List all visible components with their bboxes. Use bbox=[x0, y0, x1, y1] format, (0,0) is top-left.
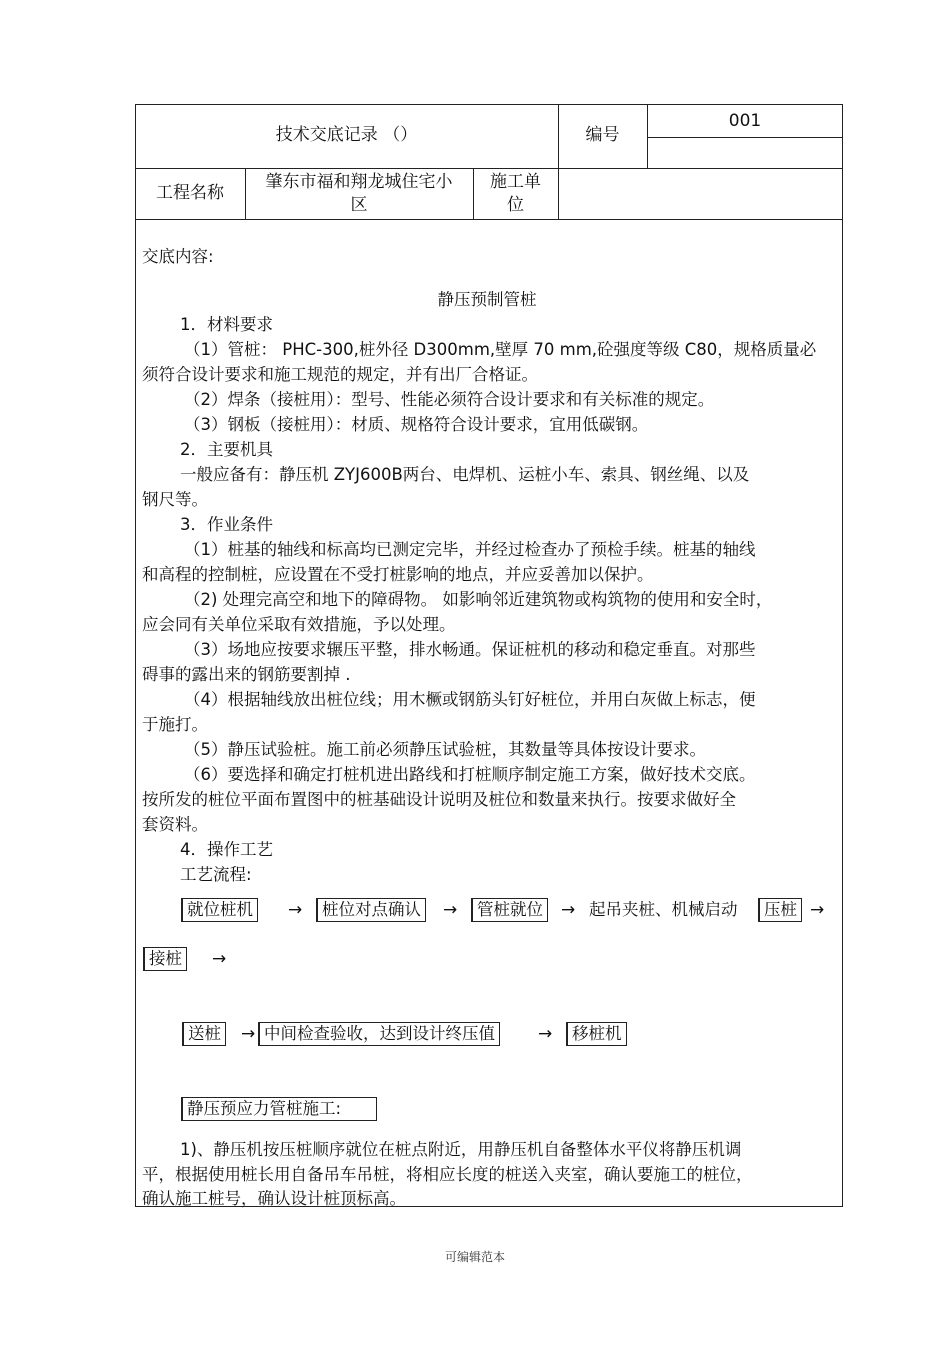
para-6a: （2) 处理完高空和地下的障碍物。 如影响邻近建筑物或构筑物的使用和安全时， bbox=[184, 590, 773, 609]
para-1b: 须符合设计要求和施工规范的规定，并有出厂合格证。 bbox=[142, 365, 538, 384]
number-label: 编号 bbox=[585, 125, 620, 145]
flow-arrow: → bbox=[538, 1024, 553, 1044]
record-title: 技术交底记录 （） bbox=[275, 125, 418, 145]
footer-note: 可编辑范本 bbox=[444, 1250, 505, 1264]
grid-line bbox=[558, 104, 559, 219]
para-10b: 按所发的桩位平面布置图中的桩基础设计说明及桩位和数量来执行。按要求做好全 bbox=[142, 790, 736, 809]
para-2: （2）焊条（接桩用）：型号、性能必须符合设计要求和有关标准的规定。 bbox=[184, 390, 715, 409]
section-4: 4．操作工艺 bbox=[180, 840, 273, 859]
para-4b: 钢尺等。 bbox=[142, 490, 208, 509]
flow-arrow: → bbox=[443, 900, 458, 920]
flow-arrow: → bbox=[810, 900, 825, 920]
flow-arrow: → bbox=[212, 949, 227, 969]
para-11c: 确认施工桩号，确认设计桩顶标高。 bbox=[142, 1189, 406, 1208]
para-7b: 碍事的露出来的钢筋要割掉 . bbox=[142, 665, 351, 684]
section-3: 3．作业条件 bbox=[180, 515, 273, 534]
project-value-1: 肇东市福和翔龙城住宅小 bbox=[265, 172, 453, 192]
para-11a: 1)、静压机按压桩顺序就位在桩点附近，用静压机自备整体水平仪将静压机调 bbox=[180, 1140, 742, 1159]
para-4a: 一般应备有：静压机 ZYJ600B两台、电焊机、运桩小车、索具、钢丝绳、以及 bbox=[180, 465, 750, 484]
flow-arrow: → bbox=[288, 900, 303, 920]
para-10a: （6）要选择和确定打桩机进出路线和打桩顺序制定施工方案，做好技术交底。 bbox=[184, 765, 756, 784]
flow-step-splice-pile: 接桩 bbox=[143, 947, 187, 971]
grid-line bbox=[647, 137, 843, 138]
flow-step-lift: 起吊夹桩、机械启动 bbox=[589, 900, 738, 919]
para-9: （5）静压试验桩。施工前必须静压试验桩，其数量等具体按设计要求。 bbox=[184, 740, 706, 759]
flow-step-inspection: 中间检查验收，达到设计终压值 bbox=[258, 1022, 500, 1046]
grid-line bbox=[135, 219, 843, 220]
flow-label: 工艺流程: bbox=[180, 865, 252, 884]
intro: 交底内容: bbox=[142, 247, 214, 266]
para-8b: 于施打。 bbox=[142, 715, 208, 734]
para-11b: 平，根据使用桩长用自备吊车吊桩，将相应长度的桩送入夹室，确认要施工的桩位， bbox=[142, 1165, 753, 1184]
flow-arrow: → bbox=[241, 1024, 256, 1044]
para-10c: 套资料。 bbox=[142, 815, 208, 834]
flow-step-position-machine: 就位桩机 bbox=[181, 898, 258, 922]
para-8a: （4）根据轴线放出桩位线；用木橛或钢筋头钉好桩位，并用白灰做上标志，便 bbox=[184, 690, 756, 709]
section-2: 2．主要机具 bbox=[180, 440, 273, 459]
flow-step-move-machine: 移桩机 bbox=[566, 1022, 627, 1046]
project-value-2: 区 bbox=[350, 195, 368, 215]
flow-arrow: → bbox=[561, 900, 576, 920]
unit-label-2: 位 bbox=[507, 195, 524, 215]
para-1a: （1）管桩： PHC-300,桩外径 D300mm,壁厚 70 mm,砼强度等级 C80，规格质量必 bbox=[184, 340, 817, 359]
sub-title-box: 静压预应力管桩施工: bbox=[181, 1097, 377, 1121]
flow-step-pile-position: 管桩就位 bbox=[471, 898, 548, 922]
project-label: 工程名称 bbox=[156, 183, 224, 203]
para-5b: 和高程的控制桩，应设置在不受打桩影响的地点，并应妥善加以保护。 bbox=[142, 565, 654, 584]
para-7a: （3）场地应按要求辗压平整，排水畅通。保证桩机的移动和稳定垂直。对那些 bbox=[184, 640, 756, 659]
flow-step-confirm-point: 桩位对点确认 bbox=[316, 898, 426, 922]
section-1: 1．材料要求 bbox=[180, 315, 273, 334]
para-5a: （1）桩基的轴线和标高均已测定完毕，并经过检查办了预检手续。桩基的轴线 bbox=[184, 540, 756, 559]
grid-line bbox=[135, 168, 843, 169]
unit-label-1: 施工单 bbox=[490, 172, 541, 192]
flow-step-send-pile: 送桩 bbox=[182, 1022, 226, 1046]
section-title: 静压预制管桩 bbox=[437, 290, 537, 309]
para-6b: 应会同有关单位采取有效措施，予以处理。 bbox=[142, 615, 456, 634]
para-3: （3）钢板（接桩用）：材质、规格符合设计要求，宜用低碳钢。 bbox=[184, 415, 649, 434]
flow-step-press-pile: 压桩 bbox=[758, 898, 802, 922]
number-value: 001 bbox=[728, 111, 762, 131]
